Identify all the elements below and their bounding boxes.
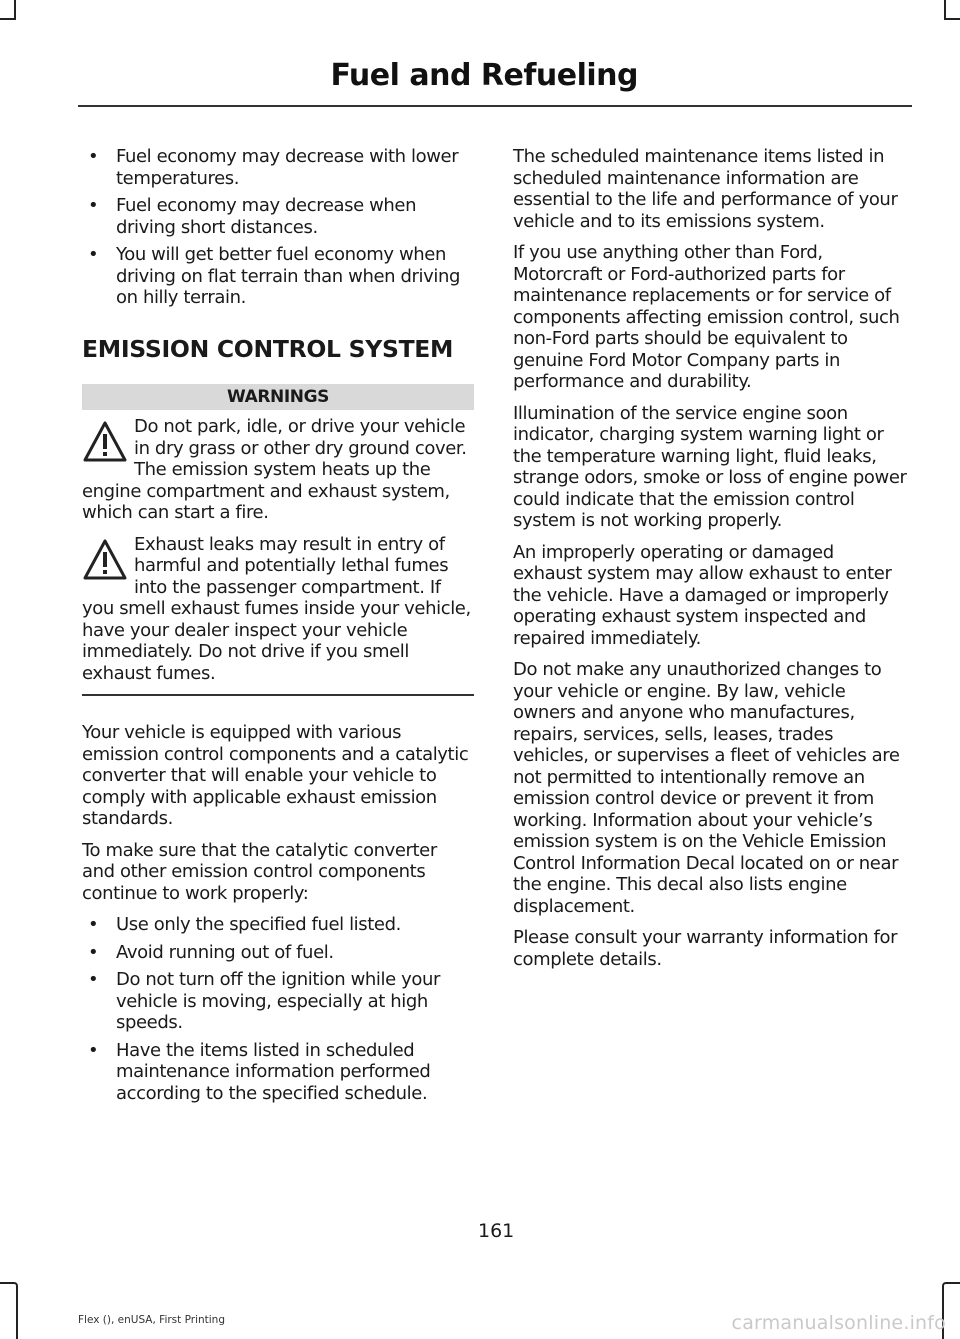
paragraph: An improperly operating or damaged exhaust system may allow exhaust to enter the vehicle. Have a damaged or improperly operating exhaust system inspected and repaired immediately. bbox=[513, 541, 892, 649]
paragraph: Your vehicle is equipped with various emission control components and a catalytic converter that will enable your vehicle to comply with applicable exhaust emission standards. bbox=[82, 722, 469, 829]
crop-mark-top-right bbox=[944, 18, 960, 20]
page-title: Fuel and Refueling bbox=[330, 58, 638, 93]
left-column bbox=[82, 146, 474, 1110]
page-number: 161 bbox=[478, 1220, 515, 1242]
fuel-economy-bullet-list bbox=[82, 146, 474, 309]
watermark: carmanualsonline.info bbox=[731, 1312, 946, 1334]
paragraph: Please consult your warranty information for complete details. bbox=[513, 927, 898, 970]
warning-triangle-icon bbox=[82, 420, 128, 464]
warnings-divider bbox=[82, 694, 474, 696]
list-item: • Fuel economy may decrease when driving short distances. bbox=[82, 195, 474, 238]
crop-mark-bottom-left bbox=[0, 1282, 18, 1339]
paragraph: The scheduled maintenance items listed in scheduled maintenance information are essential to the life and performance of your vehicle and to its emissions system. bbox=[513, 146, 898, 232]
emission-checklist bbox=[82, 914, 474, 1104]
warning-block bbox=[82, 534, 474, 685]
section-heading: EMISSION CONTROL SYSTEM bbox=[82, 334, 454, 363]
paragraph: To make sure that the catalytic converter and other emission control components continue to work properly: bbox=[82, 839, 437, 904]
warnings-header: WARNINGS bbox=[82, 384, 474, 410]
paragraph: If you use anything other than Ford, Motorcraft or Ford-authorized parts for maintenance replacements or for service of components affecting emission control, such non-Ford parts should be equivalent to genuine Ford Motor Company parts in performance and durability. bbox=[513, 242, 900, 392]
list-item: • You will get better fuel economy when driving on flat terrain than when driving on hilly terrain. bbox=[82, 244, 474, 309]
list-item: • Avoid running out of fuel. bbox=[82, 942, 474, 964]
header-divider bbox=[78, 105, 912, 107]
warning-block bbox=[82, 416, 474, 524]
warning-text: Do not park, idle, or drive your vehicle in dry grass or other dry ground cover. The emission system heats up the engine compartment and exhaust system, which can start a fire. bbox=[82, 416, 467, 523]
paragraph: Illumination of the service engine soon indicator, charging system warning light or the temperature warning light, fluid leaks, strange odors, smoke or loss of engine power could indicate that the emission control system is not working properly. bbox=[513, 402, 907, 531]
right-column bbox=[513, 146, 907, 980]
list-item: • Fuel economy may decrease with lower temperatures. bbox=[82, 146, 474, 189]
list-item: • Have the items listed in scheduled maintenance information performed according to the specified schedule. bbox=[82, 1040, 474, 1105]
crop-mark-top-left bbox=[0, 18, 16, 20]
crop-mark-top-left bbox=[14, 0, 16, 20]
paragraph: Do not make any unauthorized changes to your vehicle or engine. By law, vehicle owners and anyone who manufactures, repairs, services, sells, leases, trades vehicles, or supervises a fleet of vehicles are not permitted to intentionally remove an emission control device or prevent it from working. Information about your vehicle’s emission system is on the Vehicle Emission Control Information Decal located on or near the engine. This decal also lists engine displacement. bbox=[513, 659, 900, 917]
list-item: • Do not turn off the ignition while your vehicle is moving, especially at high speeds. bbox=[82, 969, 474, 1034]
warning-triangle-icon bbox=[82, 538, 128, 582]
crop-mark-top-right bbox=[944, 0, 946, 20]
list-item: • Use only the specified fuel listed. bbox=[82, 914, 474, 936]
warning-text: Exhaust leaks may result in entry of harmful and potentially lethal fumes into the passenger compartment. If you smell exhaust fumes inside your vehicle, have your dealer inspect your vehicle immediately. Do not drive if you smell exhaust fumes. bbox=[82, 533, 471, 684]
edition-footer: Flex (), enUSA, First Printing bbox=[78, 1314, 225, 1326]
